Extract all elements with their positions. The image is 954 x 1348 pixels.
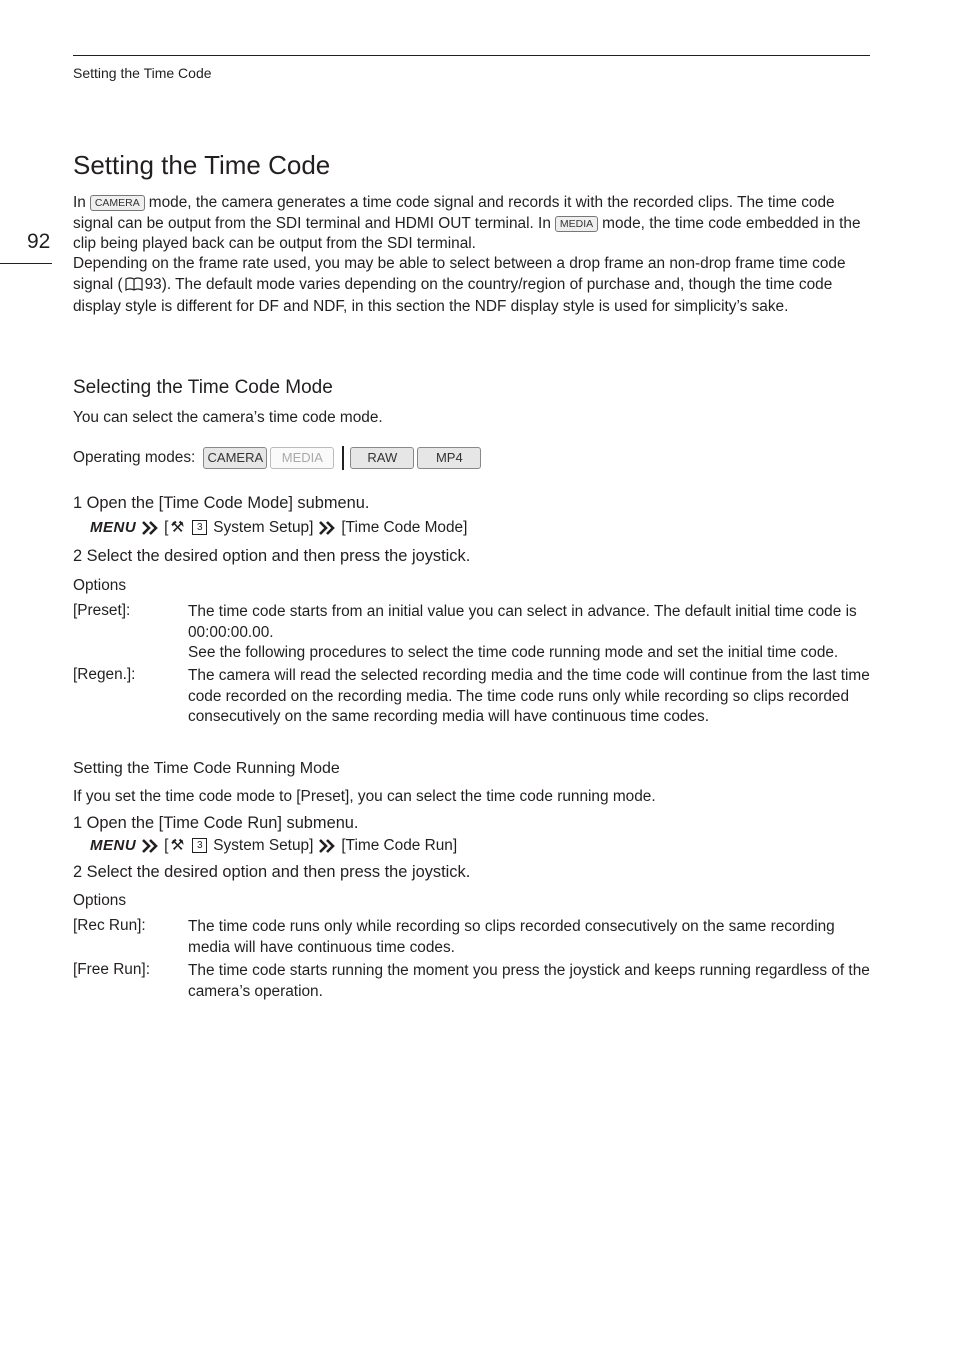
- option-desc-free-run: The time code starts running the moment you press the joystick and keeps running regardless of the camera’s operation.: [188, 962, 870, 1000]
- operating-modes: [73, 446, 484, 470]
- menu-target-item: [Time Code Run]: [341, 836, 458, 854]
- menu-bracket: [: [164, 518, 169, 536]
- menu-system-setup: System Setup]: [213, 518, 314, 536]
- mode-badge-mp4: MP4: [417, 447, 481, 469]
- wrench-icon: ⚒: [170, 837, 185, 854]
- option-term-rec-run: [Rec Run]:: [73, 917, 146, 934]
- mode-badge-camera: CAMERA: [203, 447, 267, 469]
- wrench-icon: ⚒: [170, 519, 185, 536]
- section2-step-1: 1 Open the [Time Code Run] submenu.: [73, 814, 359, 832]
- mode-badge-raw: RAW: [350, 447, 414, 469]
- double-arrow-icon: [319, 521, 335, 535]
- option-desc-regen: The camera will read the selected recording media and the time code will continue from the last time code recorded on the recording media. The time code runs only while recording so clips recorded consecutively on the same recording media will have continuous time codes.: [188, 667, 870, 725]
- section1-options-label: Options: [73, 577, 127, 594]
- option-term-preset: [Preset]:: [73, 602, 131, 619]
- intro-text-c: mode, the time code embedded in the clip being played back can be output from the SDI terminal.: [73, 214, 861, 252]
- page-title: Setting the Time Code: [73, 150, 331, 180]
- header-rule: [73, 55, 870, 56]
- intro-text-a: In: [73, 194, 86, 211]
- section2-menu-path: [90, 836, 457, 855]
- menu-bracket: [: [164, 836, 169, 854]
- intro-text-b: mode, the camera generates a time code signal and records it with the recorded clips. The time code signal can be output from the SDI terminal and HDMI OUT terminal. In: [73, 194, 835, 232]
- intro-paragraph-2: [73, 254, 873, 318]
- media-mode-badge: MEDIA: [555, 216, 598, 232]
- option-desc-preset-2: See the following procedures to select the time code running mode and set the initial time code.: [188, 644, 839, 661]
- section-heading-time-code-mode: Selecting the Time Code Mode: [73, 377, 333, 398]
- option-desc-rec-run: The time code runs only while recording so clips recorded consecutively on the same recording media will have continuous time codes.: [188, 918, 835, 956]
- menu-tab-number: 3: [192, 520, 207, 535]
- section2-options-label: Options: [73, 892, 127, 909]
- option-term-regen: [Regen.]:: [73, 666, 136, 683]
- camera-mode-badge: CAMERA: [90, 195, 145, 211]
- section1-lead: You can select the camera’s time code mode.: [73, 409, 383, 426]
- section1-step-1: 1 Open the [Time Code Mode] submenu.: [73, 494, 370, 512]
- menu-target-item: [Time Code Mode]: [341, 518, 468, 536]
- operating-modes-label: Operating modes:: [73, 449, 196, 466]
- mode-badge-media: MEDIA: [270, 447, 334, 469]
- menu-system-setup: System Setup]: [213, 836, 314, 854]
- section1-menu-path: [90, 518, 467, 537]
- menu-button-label: MENU: [90, 519, 137, 536]
- page-number-rule: [0, 263, 52, 264]
- mode-separator: [342, 446, 344, 470]
- intro-text-e: ). The default mode varies depending on the country/region of purchase and, though the time code display style is different for DF and NDF, in this section the NDF display style is used for simplicity’s sake.: [73, 275, 833, 315]
- menu-tab-number: 3: [192, 838, 207, 853]
- double-arrow-icon: [142, 521, 158, 535]
- section-heading-running-mode: Setting the Time Code Running Mode: [73, 760, 340, 777]
- page-reference-link[interactable]: 93: [144, 275, 162, 293]
- menu-button-label: MENU: [90, 837, 137, 854]
- running-header: Setting the Time Code: [73, 65, 212, 81]
- double-arrow-icon: [319, 839, 335, 853]
- section2-step-2: 2 Select the desired option and then press the joystick.: [73, 863, 471, 881]
- section2-lead: If you set the time code mode to [Preset], you can select the time code running mode.: [73, 788, 656, 805]
- book-reference-icon: [125, 277, 143, 298]
- double-arrow-icon: [142, 839, 158, 853]
- option-desc-preset: [188, 602, 873, 664]
- intro-paragraph-1: [73, 193, 873, 255]
- intro-text-d: Depending on the frame rate used, you may be able to select between a drop frame an non-drop frame time code signal (: [73, 255, 846, 293]
- option-term-free-run: [Free Run]:: [73, 961, 150, 978]
- section1-step-2: 2 Select the desired option and then press the joystick.: [73, 547, 471, 565]
- page-number: 92: [27, 230, 51, 253]
- option-desc-preset-1: The time code starts from an initial value you can select in advance. The default initial time code is 00:00:00.00.: [188, 603, 857, 641]
